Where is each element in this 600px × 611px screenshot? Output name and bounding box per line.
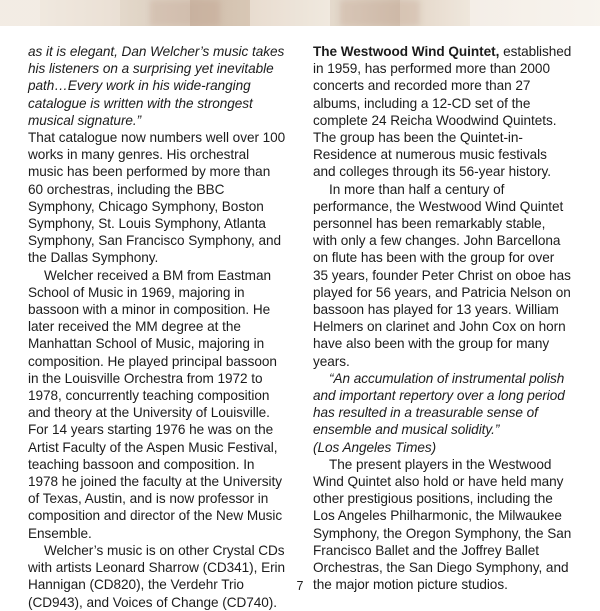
two-column-layout: [0, 43, 600, 611]
left-column: [28, 43, 287, 611]
scanned-image-strip: [0, 0, 600, 26]
paragraph-catalogue: That catalogue now numbers well over 100 works in many genres. His orchestral music has been performed by more than 60 orchestras, including the BBC Symphony, Chicago Symphony, Boston Symphony, St. Louis Symphony, Atlanta Symphony, San Francisco Symphony, and the Dallas Symphony.: [28, 130, 286, 266]
paragraph-press-quote: “An accumulation of instrumental polish and important repertory over a long period has resulted in a treasurable sense of ensemble and musical solidity.”: [313, 370, 565, 438]
paragraph-current-players: The present players in the Westwood Wind Quintet also hold or have held many other prestigious positions, including the Los Angeles Philharmonic, the Milwaukee Symphony, the Oregon Symphony, the San Francisco Ballet and the Joffrey Ballet Orchestras, the San Diego Symphony, and the major motion picture studios.: [313, 456, 572, 593]
paragraph-quote-continuation: as it is elegant, Dan Welcher’s music takes his listeners on a surprising yet inevitable path…Every work in his wide-ranging catalogue is written with the strongest musical signature.”: [28, 44, 285, 128]
page-number: 7: [296, 579, 304, 593]
paragraph-quintet-intro: [313, 43, 572, 181]
quintet-intro-text: established in 1959, has performed more than 2000 concerts and recorded more than 27 albums, including a 12-CD set of the complete 24 Reicha Woodwind Quintets. The group has been the Quintet-in-Residence at numerous music festivals and colleges through its 56-year history.: [313, 44, 572, 180]
paragraph-press-attribution: (Los Angeles Times): [313, 439, 437, 455]
paragraph-personnel: In more than half a century of performance, the Westwood Wind Quintet personnel has been remarkably stable, with only a few changes. John Barcellona on flute has been with the group for over 35 years, founder Peter Christ on oboe has played for 56 years, and Patricia Nelson on bassoon has played for 13 years. William Helmers on clarinet and John Cox on horn have also been with the group for many years.: [313, 181, 571, 369]
page-body: [0, 26, 600, 610]
paragraph-biography: Welcher received a BM from Eastman School of Music in 1969, majoring in bassoon with a minor in composition. He later received the MM degree at the Manhattan School of Music, majoring in composition. He played principal bassoon in the Louisville Orchestra from 1972 to 1978, concurrently teaching composition and theory at the University of Louisville. For 14 years starting 1976 he was on the Artist Faculty of the Aspen Music Festival, teaching bassoon and composition. In 1978 he joined the faculty at the University of Texas, Austin, and is now professor in composition and director of the New Music Ensemble.: [28, 267, 283, 541]
quintet-name: The Westwood Wind Quintet,: [313, 44, 500, 59]
right-column: [313, 43, 572, 611]
paragraph-discography: Welcher’s music is on other Crystal CDs with artists Leonard Sharrow (CD341), Erin Hannigan (CD820), the Verdehr Trio (CD943), and Voices of Change (CD740).: [28, 542, 286, 610]
